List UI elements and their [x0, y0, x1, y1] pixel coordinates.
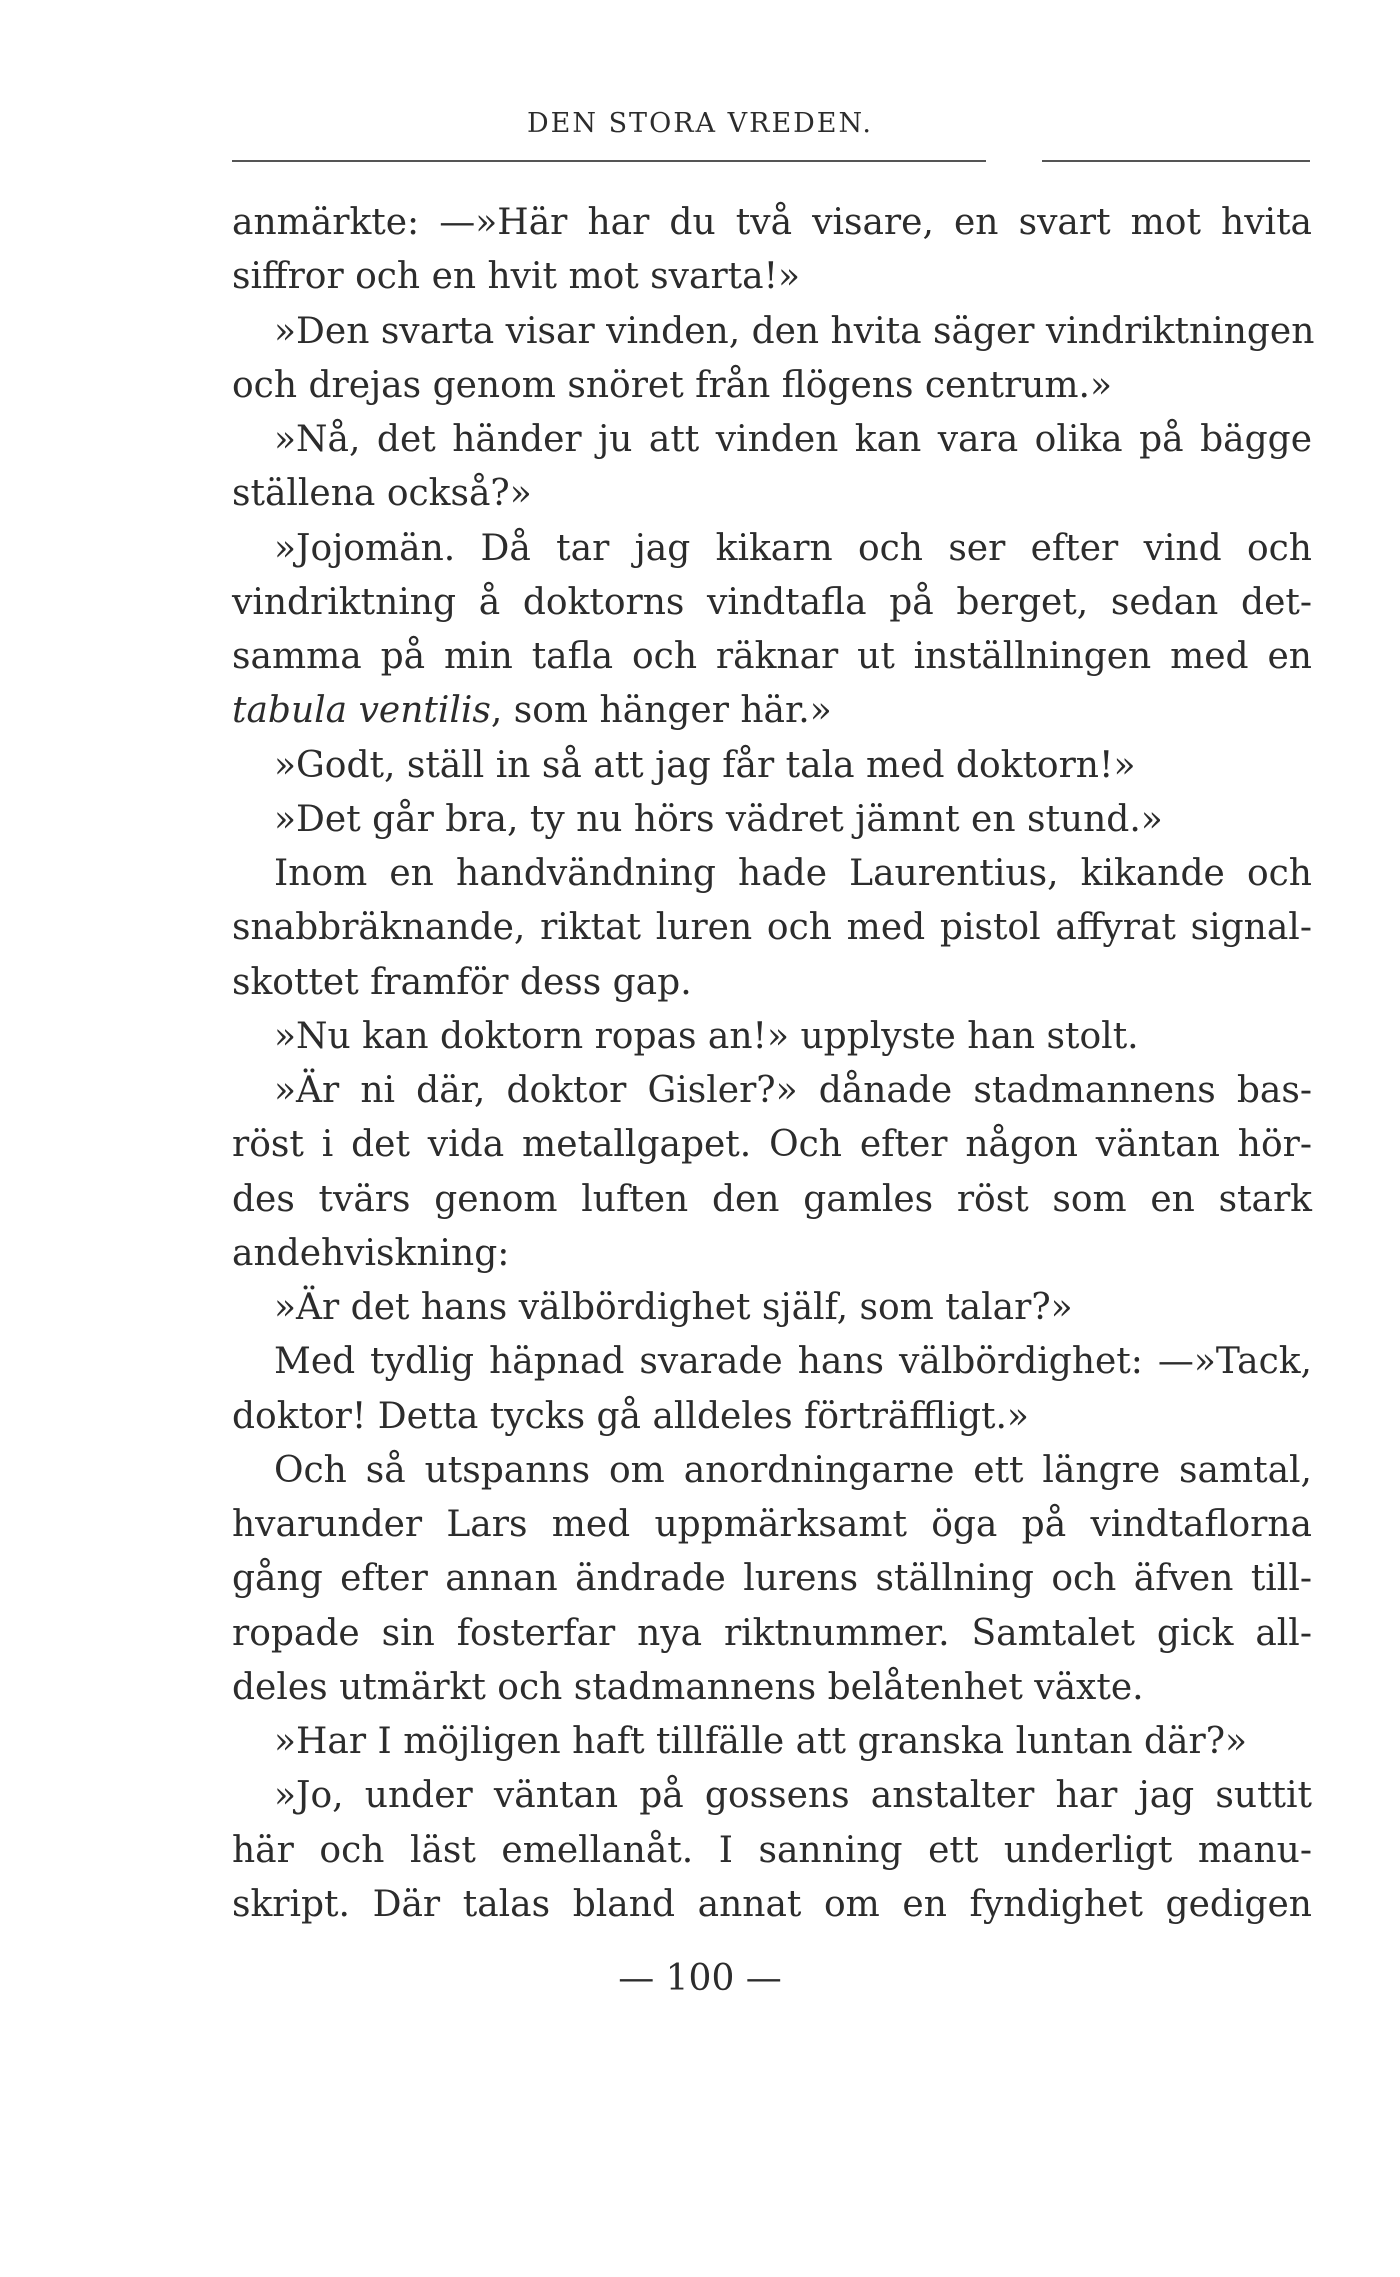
text-line: »Jojomän. Då tar jag kikarn och ser efter vind och: [274, 527, 1312, 569]
header-rule: [232, 160, 986, 162]
text-line: andehviskning:: [232, 1232, 510, 1274]
text-line: tabula ventilis, som hänger här.»: [232, 690, 832, 732]
text-line: »Har I möjligen haft tillfälle att granska luntan där?»: [274, 1721, 1248, 1762]
text-line: ställena också?»: [232, 473, 532, 515]
text-line: deles utmärkt och stadmannens belåtenhet växte.: [232, 1666, 1144, 1708]
text-line: doktor! Detta tycks gå alldeles förträffligt.»: [232, 1395, 1029, 1437]
italic-phrase: tabula ventilis: [232, 690, 491, 732]
text-line: »Är ni där, doktor Gisler?» dånade stadmannens bas-: [274, 1070, 1312, 1111]
text-line: skript. Där talas bland annat om en fyndighet gedigen: [232, 1883, 1312, 1925]
page-number: — 100 —: [618, 1958, 782, 1999]
text-line: »Är det hans välbördighet själf, som talar?»: [274, 1287, 1073, 1328]
body-text: [232, 196, 1315, 1932]
text-line: anmärkte: —»Här har du två visare, en svart mot hvita: [232, 202, 1312, 243]
running-header: DEN STORA VREDEN.: [527, 108, 873, 139]
text-line: siffror och en hvit mot svarta!»: [232, 256, 801, 298]
text-line: här och läst emellanåt. I sanning ett underligt manu-: [232, 1829, 1312, 1871]
text-line: hvarunder Lars med uppmärksamt öga på vindtaflorna: [232, 1504, 1312, 1545]
text-line: Inom en handvändning hade Laurentius, kikande och: [274, 853, 1312, 894]
text-line: »Nu kan doktorn ropas an!» upplyste han stolt.: [274, 1015, 1139, 1057]
text-line: snabbräknande, riktat luren och med pistol affyrat signal-: [232, 907, 1312, 949]
text-line: des tvärs genom luften den gamles röst som en stark: [232, 1178, 1312, 1220]
text-line: »Godt, ställ in så att jag får tala med doktorn!»: [274, 744, 1136, 786]
text-line: »Jo, under väntan på gossens anstalter har jag suttit: [274, 1775, 1312, 1817]
text-line: Och så utspanns om anordningarne ett längre samtal,: [274, 1449, 1312, 1491]
text-line: gång efter annan ändrade lurens ställning och äfven till-: [232, 1558, 1312, 1600]
text-line: ropade sin fosterfar nya riktnummer. Samtalet gick all-: [232, 1612, 1312, 1654]
text-line: »Det går bra, ty nu hörs vädret jämnt en stund.»: [274, 798, 1163, 840]
text-line: skottet framför dess gap.: [232, 961, 692, 1003]
text-line: »Den svarta visar vinden, den hvita säger vindriktningen: [274, 310, 1315, 352]
text-line: röst i det vida metallgapet. Och efter någon väntan hör-: [232, 1124, 1312, 1166]
text-line: vindriktning å doktorns vindtafla på berget, sedan det-: [232, 581, 1312, 623]
header-rule: [1042, 160, 1310, 162]
text-line: samma på min tafla och räknar ut inställningen med en: [232, 636, 1312, 677]
text-line: »Nå, det händer ju att vinden kan vara olika på bägge: [274, 419, 1312, 460]
text-line: och drejas genom snöret från flögens centrum.»: [232, 364, 1112, 406]
text-line: Med tydlig häpnad svarade hans välbördighet: —»Tack,: [274, 1341, 1312, 1383]
